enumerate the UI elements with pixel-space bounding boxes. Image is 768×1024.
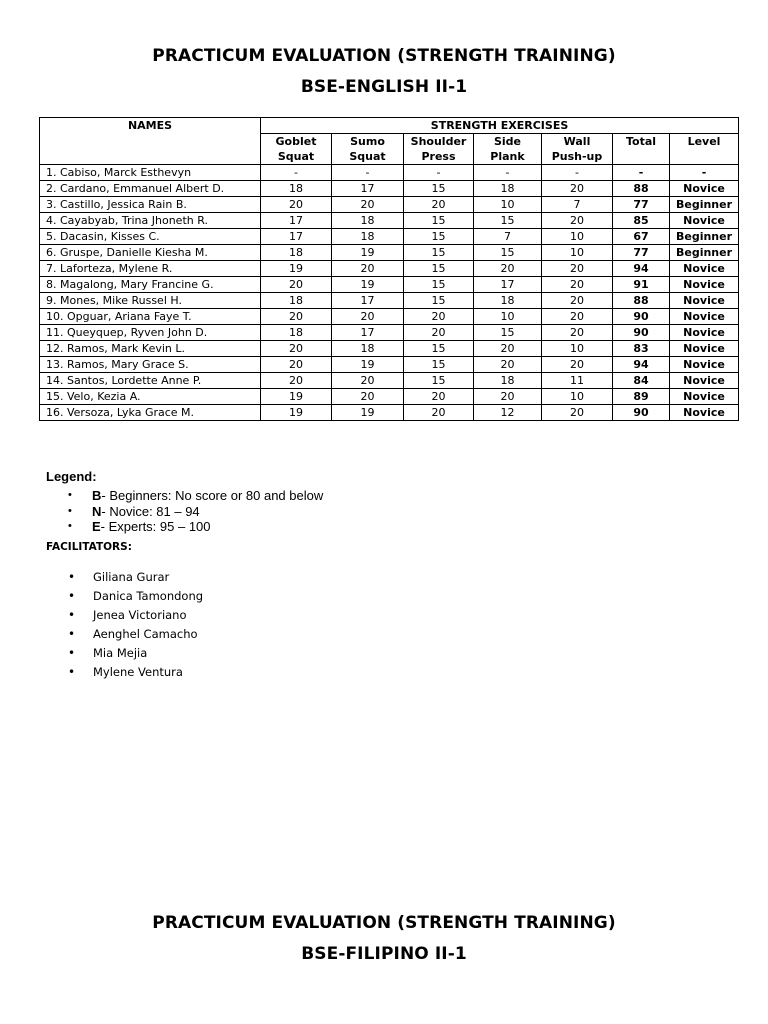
score-cell: 15 [404,213,474,229]
level-cell: - [670,165,739,181]
score-cell: 7 [474,229,542,245]
score-cell: 19 [261,261,332,277]
score-cell: - [404,165,474,181]
score-cell: - [542,165,613,181]
level-cell: Novice [670,309,739,325]
table-row [40,197,739,213]
score-cell: 20 [474,261,542,277]
table-row [40,309,739,325]
table-row [40,405,739,421]
table-row [40,213,739,229]
class-subtitle: BSE-ENGLISH II-1 [300,77,468,97]
column-header [613,134,670,165]
student-name-cell: 2. Cardano, Emmanuel Albert D. [40,181,261,197]
score-cell: 15 [474,325,542,341]
column-header-line1: Sumo [350,135,385,148]
table-row [40,245,739,261]
student-name-cell: 11. Queyquep, Ryven John D. [40,325,261,341]
score-cell: 18 [261,293,332,309]
document-title: PRACTICUM EVALUATION (STRENGTH TRAINING) [152,46,616,66]
column-header-line2: Press [421,150,456,163]
total-cell: 84 [613,373,670,389]
level-cell: Novice [670,341,739,357]
total-cell: 77 [613,197,670,213]
student-name-cell: 14. Santos, Lordette Anne P. [40,373,261,389]
student-name-cell: 13. Ramos, Mary Grace S. [40,357,261,373]
total-cell: 90 [613,325,670,341]
score-cell: - [474,165,542,181]
level-cell: Novice [670,325,739,341]
column-header-line1: Goblet [275,135,317,148]
facilitator-name: • Mylene Ventura [46,663,203,682]
student-name-cell: 5. Dacasin, Kisses C. [40,229,261,245]
score-cell: 20 [261,341,332,357]
score-cell: 18 [474,181,542,197]
facilitators-list [46,568,203,682]
level-cell: Novice [670,293,739,309]
student-name-cell: 10. Opguar, Ariana Faye T. [40,309,261,325]
table-row [40,261,739,277]
score-cell: 20 [261,357,332,373]
facilitator-name: • Mia Mejia [46,644,203,663]
column-header [474,134,542,165]
facilitator-name: • Aenghel Camacho [46,625,203,644]
column-header [542,134,613,165]
score-cell: 7 [542,197,613,213]
student-name-cell: 3. Castillo, Jessica Rain B. [40,197,261,213]
total-cell: 77 [613,245,670,261]
legend-title: Legend: [46,469,97,484]
column-header [332,134,404,165]
score-cell: 12 [474,405,542,421]
score-cell: 15 [404,293,474,309]
table-row [40,229,739,245]
level-cell: Novice [670,373,739,389]
student-name-cell: 7. Laforteza, Mylene R. [40,261,261,277]
score-cell: 18 [261,181,332,197]
score-cell: 20 [332,309,404,325]
level-cell: Beginner [670,197,739,213]
column-header-line1: Total [625,135,657,148]
score-cell: 18 [474,373,542,389]
table-row [40,293,739,309]
score-cell: 20 [404,309,474,325]
student-name-cell: 12. Ramos, Mark Kevin L. [40,341,261,357]
student-name-cell: 1. Cabiso, Marck Esthevyn [40,165,261,181]
score-cell: 19 [261,389,332,405]
facilitator-name: • Giliana Gurar [46,568,203,587]
column-header-line2: Push-up [551,150,603,163]
level-cell: Novice [670,181,739,197]
score-cell: 20 [542,181,613,197]
legend-key: N [92,503,102,519]
score-cell: 15 [404,357,474,373]
student-name-cell: 15. Velo, Kezia A. [40,389,261,405]
facilitator-name: • Danica Tamondong [46,587,203,606]
total-cell: 90 [613,309,670,325]
score-cell: 19 [332,405,404,421]
second-document-title: PRACTICUM EVALUATION (STRENGTH TRAINING) [152,913,616,933]
score-cell: 15 [404,245,474,261]
legend-item [46,488,323,504]
score-cell: 17 [332,181,404,197]
score-cell: - [332,165,404,181]
score-cell: 20 [474,357,542,373]
score-cell: 10 [542,341,613,357]
column-header-line2: Plank [490,150,525,163]
score-cell: 11 [542,373,613,389]
table-row [40,373,739,389]
column-header [670,134,739,165]
score-cell: 20 [332,373,404,389]
total-cell: 89 [613,389,670,405]
student-name-cell: 16. Versoza, Lyka Grace M. [40,405,261,421]
table-row [40,389,739,405]
score-cell: 10 [474,197,542,213]
score-cell: 20 [261,197,332,213]
names-header: NAMES [40,118,261,165]
column-header-line2: Squat [277,150,315,163]
legend-item [46,519,323,535]
column-header-line2: Squat [349,150,386,163]
total-cell: 83 [613,341,670,357]
score-cell: 15 [474,213,542,229]
facilitators-title: FACILITATORS: [46,541,132,553]
score-cell: 18 [332,213,404,229]
score-cell: 10 [474,309,542,325]
legend-text: - Novice: 81 – 94 [101,503,200,519]
table-row [40,341,739,357]
legend-key: B [92,488,102,503]
column-header [404,134,474,165]
table-row [40,277,739,293]
score-cell: 17 [332,293,404,309]
legend-text: - Beginners: No score or 80 and below [101,488,324,503]
score-cell: 19 [332,245,404,261]
student-name-cell: 4. Cayabyab, Trina Jhoneth R. [40,213,261,229]
legend-key: E [92,519,101,534]
score-cell: 15 [404,277,474,293]
strength-exercises-header: STRENGTH EXERCISES [261,118,739,134]
total-cell: 85 [613,213,670,229]
score-cell: 20 [542,357,613,373]
score-cell: 19 [332,277,404,293]
facilitator-name: • Jenea Victoriano [46,606,203,625]
score-cell: 20 [404,405,474,421]
score-cell: 20 [404,325,474,341]
score-cell: 20 [404,197,474,213]
table-row [40,357,739,373]
legend-text: - Experts: 95 – 100 [100,519,211,534]
score-cell: 15 [404,373,474,389]
score-cell: 17 [332,325,404,341]
total-cell: 88 [613,293,670,309]
score-cell: 10 [542,389,613,405]
score-cell: 20 [332,197,404,213]
level-cell: Novice [670,213,739,229]
table-row [40,181,739,197]
score-cell: 18 [261,245,332,261]
level-cell: Novice [670,389,739,405]
column-header-line1: Wall [563,135,591,148]
legend-item [46,504,323,520]
second-class-subtitle: BSE-FILIPINO II-1 [301,944,467,964]
score-cell: 15 [404,341,474,357]
level-cell: Novice [670,357,739,373]
level-cell: Beginner [670,229,739,245]
score-cell: 19 [332,357,404,373]
score-cell: 18 [261,325,332,341]
score-cell: 17 [474,277,542,293]
score-cell: 20 [542,261,613,277]
total-cell: 90 [613,405,670,421]
score-cell: 19 [261,405,332,421]
level-cell: Novice [670,277,739,293]
score-cell: 20 [261,309,332,325]
total-cell: 94 [613,357,670,373]
score-cell: 20 [542,405,613,421]
score-cell: 20 [474,389,542,405]
column-header-line1: Level [687,135,721,148]
score-cell: 10 [542,245,613,261]
score-cell: 15 [404,261,474,277]
score-cell: 20 [542,309,613,325]
column-header [261,134,332,165]
score-cell: - [261,165,332,181]
level-cell: Novice [670,405,739,421]
evaluation-table [39,117,739,421]
student-name-cell: 6. Gruspe, Danielle Kiesha M. [40,245,261,261]
student-name-cell: 9. Mones, Mike Russel H. [40,293,261,309]
score-cell: 17 [261,213,332,229]
legend-list [46,488,323,535]
total-cell: 88 [613,181,670,197]
score-cell: 20 [261,373,332,389]
score-cell: 18 [332,229,404,245]
score-cell: 18 [332,341,404,357]
table-row [40,165,739,181]
score-cell: 15 [404,181,474,197]
total-cell: - [613,165,670,181]
level-cell: Beginner [670,245,739,261]
total-cell: 94 [613,261,670,277]
score-cell: 20 [332,389,404,405]
score-cell: 20 [261,277,332,293]
score-cell: 20 [542,325,613,341]
score-cell: 15 [474,245,542,261]
total-cell: 67 [613,229,670,245]
total-cell: 91 [613,277,670,293]
column-header-line1: Shoulder [410,135,467,148]
score-cell: 10 [542,229,613,245]
score-cell: 20 [542,277,613,293]
score-cell: 20 [404,389,474,405]
score-cell: 20 [542,213,613,229]
student-name-cell: 8. Magalong, Mary Francine G. [40,277,261,293]
score-cell: 20 [474,341,542,357]
table-row [40,325,739,341]
score-cell: 20 [332,261,404,277]
score-cell: 20 [542,293,613,309]
score-cell: 18 [474,293,542,309]
score-cell: 15 [404,229,474,245]
score-cell: 17 [261,229,332,245]
legend [46,469,323,535]
level-cell: Novice [670,261,739,277]
column-header-line1: Side [493,135,522,148]
